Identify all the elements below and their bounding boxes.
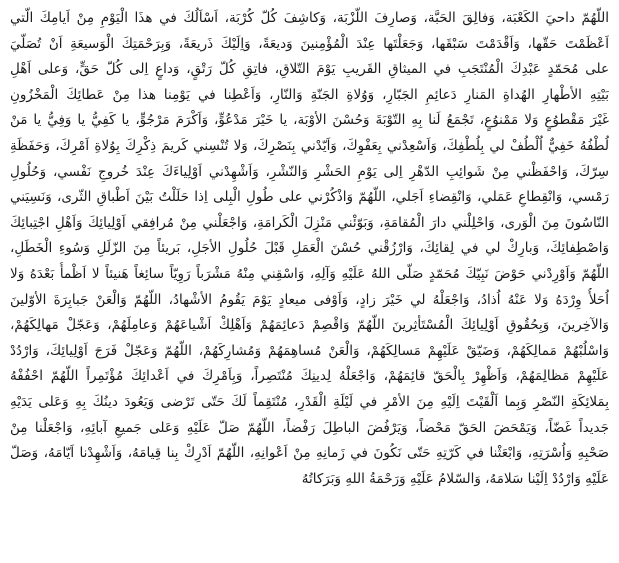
text-line: رَمْسي، وَانْقِطاعِ عَمَلي، وَانْقِضاءِ اَجَلي، اللّهُمّ وَاذْكُرْني على طُولِ الْبِلى اِذا حَلَلْتُ بَيْنَ اَطْباقِ الثّرى، وَنَسِيَني <box>10 189 609 206</box>
text-line: لُطْفُهُ خَفِيٌّ اُلْطُفْ لي بِلُطْفِكَ، وَاَسْعِدْني بِعَفْوِكَ، وَاَيّدْني بِنَصْرِكَ، وَلا تُنْسِني كَريمَ ذِكْرِكَ بِوُلاةِ اَمْرِكَ، وَحَفَظَةِ <box>10 137 609 154</box>
text-line: صَحْبِهِ وَاُسْرَتِهِ، وَابْعَثْنا في كَرّتِهِ حَتّى نَكُونَ في زَمانِهِ مِنْ اَعْوانِهِ، اللّهُمّ اَدْرِكْ بِنا قِيامَهُ، وَاَشْهِدْنا اَيّامَهُ، وَصَلّ <box>10 445 609 462</box>
text-line: وَاسْلُبْهُمْ مَمالِكَهُمْ، وَضَيّقْ عَلَيْهِمْ مَسالِكَهُمْ، وَالْعَنْ مُساهِمَهُمْ وَمُشارِكَهُمْ، اللّهُمّ وَعَجّلْ فَرَجَ اَوْلِيائِكَ، وَارْدُدْ <box>10 342 609 359</box>
text-line: النّاسُونَ مِنَ الْوَرى، وَاحْلِلْني دارَ الْمُقامَةِ، وَبَوّئْني مَنْزِلَ الْكَرامَةِ، وَاجْعَلْني مِنْ مُرافِقي اَوْلِيائِكَ وَاَهْلِ اجْتِبائِكَ <box>10 214 609 231</box>
text-line: وَالآخِرينَ، وَبِحُقُوقِ اَوْلِيائِكَ الْمُسْتَأثِرينَ اللّهُمّ وَاقْصِمْ دَعائِمَهُمْ وَاَهْلِكْ اَشْياعَهُمْ وَعامِلَهُمْ، وَعَجّلْ مَهالِكَهُمْ، <box>10 317 609 334</box>
text-line: وَاصْطِفائِكَ، وَبارِكْ لي في لِقائِكَ، وَارْزُقْني حُسْنَ الْعَمَلِ قَبْلَ حُلُولِ الأجَلِ، بَريئاً مِنَ الزّلَلِ وَسُوءِ الْخَطَلِ، <box>10 240 609 257</box>
text-line: بَيْتِهِ الأطْهارِ الهُداةِ المَنارِ دَعائِمِ الجَبّارِ، وَوُلاةِ الجَنّةِ وَالنّارِ، وَاَعْطِنا في يَوْمِنا هذا مِنْ عَطائِكَ الْمَخْزُونِ <box>10 86 609 103</box>
text-line: غَيْرَ مَقْطوُعٍ وَلا مَمْنوُعٍ، تَجْمَعُ لَنا بِهِ التّوْبَةَ وَحُسْنَ الأوْبَة، يا خَيْرَ مَدْعُوٍّ، وَاَكْرَمَ مَرْجُوٍّ، يا كَفِيُّ يا وَفِيُّ يا مَنْ <box>10 112 609 129</box>
text-line: عَلَيْهِ وَارْدُدْ اِلَيْنا سَلامَهُ، وَالسّلامُ عَلَيْهِ وَرَحْمَةُ اللهِ وَبَرَكاتُهُ <box>301 470 609 487</box>
text-line: اللّهُمّ داحيَ الكَعْبَة، وَفالِقَ الحَبَّة، وَصارِفَ اللّزْبَة، وَكاشِفَ كُلّ كُرْبَة، اَسْاَلُكَ في هذَا الْيَوْمِ مِنْ اَيامِكَ الّتي <box>10 10 609 26</box>
text-line: اُحَلأُ وِرْدَهُ وَلا عَنْهُ اُذادُ، وَاجْعَلْهُ لي خَيْرَ زادٍ، وَاَوْفى ميعادٍ يَوْمَ يَقُومُ الأشْهادُ، اللّهُمّ وَالْعَنْ جَبابِرَةَ الأوّلينَ <box>10 291 609 308</box>
text-line: جَديداً غَضّاً، وَيَمْحَضَ الحَقّ مَحْضاً، وَيَرْفُضَ الباطِلَ رَفْضاً، اللّهُمّ صَلّ عَلَيْهِ وَعَلى جَميعِ آبائِهِ، وَاجْعَلْنا مِنْ <box>10 419 609 436</box>
text-line: عَلَيْهِمْ مَظالِمَهُمْ، وَاَظْهِرْ بِالْحَقّ قائِمَهُمْ، وَاجْعَلْهُ لِدينِكَ مُنْتَصِراً، وَبِاَمْرِكَ في اَعْدائِكَ مُؤْتَمِراً اللّهُمّ احْفُفْهُ <box>10 368 609 385</box>
text-line: على مُحَمّدٍ عَبْدِكَ الْمُنْتَجَبِ في الميثاقِ القَريبِ يَوْمَ التّلاقِ، فاتِقِ كُلّ رَتْقٍ، وَداعٍ اِلى كُلّ حَقٍّ، وَعلى اَهْلِ <box>10 61 609 78</box>
prayer-text <box>10 6 609 492</box>
text-line: اللّهُمّ وَاَوْرِدْني حَوْضَ نَبِيّكَ مُحَمّدٍ صَلّى اللهُ عَلَيْهِ وَآلِهِ، وَاسْقِني مِنْهُ مَشْرَباً رَوِيّاً سائِغاً هَنيئاً لا اَظْمأُ بَعْدَهُ وَلا <box>10 265 609 282</box>
text-line: اَعْظَمْتَ حَقّها، وَاَقْدَمْتَ سَبْقَها، وَجَعَلْتَها عِنْدَ الْمُؤْمِنينَ وَديعَةً، وَاِلَيْكَ ذَريعَةً، وَبِرَحْمَتِكَ الْوَسيعَةِ اَنْ تُصَلّيَ <box>10 35 609 52</box>
text-line: سِرّكَ، وَاحْفَظْني مِنْ شَوائِبِ الدّهْرِ اِلى يَوْمِ الحَشْرِ وَالنّشْرِ، وَاَشْهِدْني اَوْلِياءَكَ عِنْدَ خُروجِ نَفْسي، وَحُلُولِ <box>10 163 609 180</box>
text-line: بِمَلائِكَةِ النّصْرِ وَبِما اَلْقَيْتَ اِلَيْهِ مِنَ الأمْرِ في لَيْلَةِ الْقَدْرِ، مُنْتَقِماً لَكَ حَتّى تَرْضى وَيَعُودَ دينُكَ بِهِ وَعَلى يَدَيْهِ <box>10 393 609 410</box>
